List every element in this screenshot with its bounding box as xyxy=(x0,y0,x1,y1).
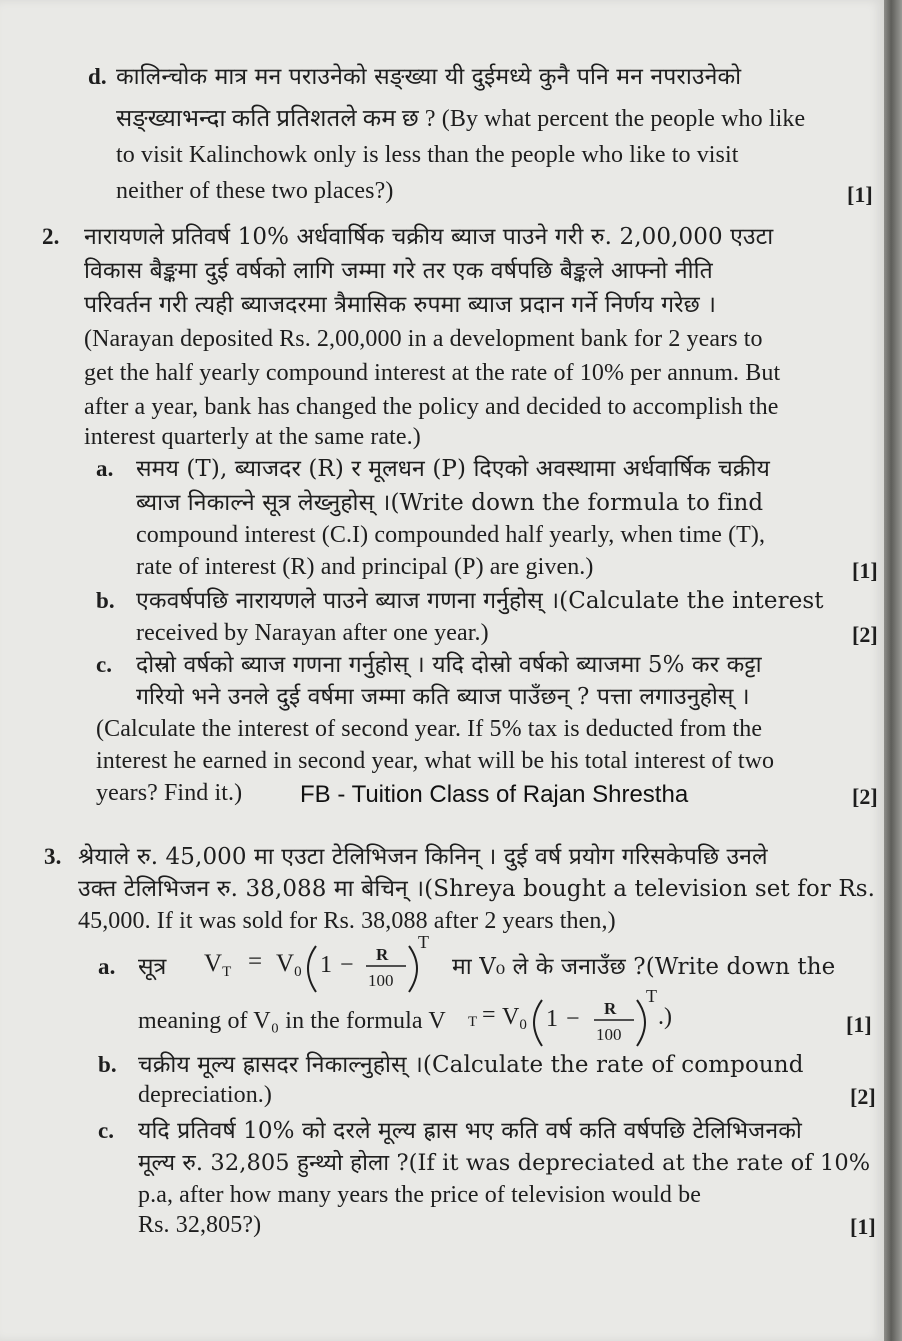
formula-exp: T xyxy=(418,932,429,952)
q3c-line-2: मूल्य रु. 32,805 हुन्थ्यो होला ?(If it was depreciated at the rate of 10% xyxy=(138,1150,871,1176)
q2-line-4: (Narayan deposited Rs. 2,00,000 in a development bank for 2 years to xyxy=(84,326,763,352)
q3a-line-1-rest: मा V₀ ले के जनाउँछ ?(Write down the xyxy=(452,954,836,980)
q2-line-6: after a year, bank has changed the policy and decided to accomplish the xyxy=(84,394,779,420)
q3-number: 3. xyxy=(44,844,62,869)
q3c-marks: [1] xyxy=(850,1214,876,1239)
q3a-line-2: meaning of V₀ in the formula V xyxy=(138,1008,446,1034)
formula2-minus: − xyxy=(566,1006,580,1032)
q2-number: 2. xyxy=(42,224,60,249)
q3a-marks: [1] xyxy=(846,1012,872,1037)
q3-line-1: श्रेयाले रु. 45,000 मा एउटा टेलिभिजन किनिन् । दुई वर्ष प्रयोग गरिसकेपछि उनले xyxy=(78,844,768,870)
q2b-label: b. xyxy=(96,588,115,613)
formula-v-0: $V_0$ xyxy=(276,950,302,980)
q2a-line-1: समय (T), ब्याजदर (R) र मूलधन (P) दिएको अवस्थामा अर्धवार्षिक चक्रीय xyxy=(136,456,770,482)
q3c-line-3: p.a, after how many years the price of television would be xyxy=(138,1182,701,1208)
formula2-left-paren xyxy=(534,1000,542,1046)
formula2-tail: .) xyxy=(658,1004,672,1030)
q2c-line-4: interest he earned in second year, what will be his total interest of two xyxy=(96,748,775,774)
q2-line-2: विकास बैङ्कमा दुई वर्षको लागि जम्मा गरे तर एक वर्षपछि बैङ्कले आफ्नो नीति xyxy=(84,258,713,284)
formula2-one: 1 xyxy=(546,1006,558,1032)
q2c-label: c. xyxy=(96,652,113,677)
q2b-line-1: एकवर्षपछि नारायणले पाउने ब्याज गणना गर्नुहोस् ।(Calculate the interest xyxy=(136,588,824,614)
q3b-label: b. xyxy=(98,1052,117,1077)
formula-frac-den: 100 xyxy=(368,971,394,990)
formula2-sub-t: T xyxy=(468,1014,478,1030)
q2c-line-2: गरियो भने उनले दुई वर्षमा जम्मा कति ब्याज पाउँछन् ? पत्ता लगाउनुहोस् । xyxy=(136,684,750,710)
q3c-line-1: यदि प्रतिवर्ष 10% को दरले मूल्य ह्रास भए कति वर्ष कति वर्षपछि टेलिभिजनको xyxy=(138,1118,802,1144)
book-spine-edge xyxy=(884,0,902,1341)
q2-line-3: परिवर्तन गरी त्यही ब्याजदरमा त्रैमासिक रुपमा ब्याज प्रदान गर्ने निर्णय गरेछ । xyxy=(84,292,717,318)
formula2-v-0: $V_0$ xyxy=(502,1004,527,1033)
q3a-formula-1 xyxy=(196,930,446,1000)
q2-line-1: नारायणले प्रतिवर्ष 10% अर्धवार्षिक चक्रीय ब्याज पाउने गरी रु. 2,00,000 एउटा xyxy=(84,224,774,250)
q2a-line-2: ब्याज निकाल्ने सूत्र लेख्नुहोस् ।(Write down the formula to find xyxy=(136,490,764,516)
q2c-line-3: (Calculate the interest of second year. If 5% tax is deducted from the xyxy=(96,716,763,742)
formula2-equals: = xyxy=(482,1002,496,1028)
q3a-formula-2 xyxy=(470,984,710,1054)
q2a-line-3: compound interest (C.I) compounded half yearly, when time (T), xyxy=(136,522,766,548)
q2-line-5: get the half yearly compound interest at the rate of 10% per annum. But xyxy=(84,360,781,386)
formula-frac-num: R xyxy=(376,945,389,964)
q2a-marks: [1] xyxy=(852,558,878,583)
formula-minus: − xyxy=(340,952,354,978)
formula-v-t: $V_T$ xyxy=(204,950,232,980)
formula2-right-paren xyxy=(637,1000,645,1046)
q3b-line-2: depreciation.) xyxy=(138,1082,272,1108)
q3c-line-4: Rs. 32,805?) xyxy=(138,1212,262,1238)
q2c-marks: [2] xyxy=(852,784,878,809)
formula-one: 1 xyxy=(320,952,332,978)
formula2-frac-den: 100 xyxy=(596,1025,622,1044)
q3-line-2: उक्त टेलिभिजन रु. 38,088 मा बेचिन् ।(Shreya bought a television set for Rs. xyxy=(78,876,876,902)
watermark-text: FB - Tuition Class of Rajan Shrestha xyxy=(300,781,689,808)
formula-right-paren xyxy=(409,946,417,992)
q1d-line-1: कालिन्चोक मात्र मन पराउनेको सङ्ख्या यी दुईमध्ये कुनै पनि मन नपराउनेको xyxy=(116,64,742,90)
q3c-label: c. xyxy=(98,1118,115,1143)
q2c-line-5: years? Find it.) xyxy=(96,780,243,806)
q3a-sutra: सूत्र xyxy=(138,954,167,980)
q1d-marks: [1] xyxy=(847,182,873,207)
q2c-line-1: दोस्रो वर्षको ब्याज गणना गर्नुहोस् । यदि दोस्रो वर्षको ब्याजमा 5% कर कट्टा xyxy=(136,652,762,678)
q2a-label: a. xyxy=(96,456,114,481)
q1d-line-2: सङ्ख्याभन्दा कति प्रतिशतले कम छ ? (By what percent the people who like xyxy=(116,106,806,132)
q2-line-7: interest quarterly at the same rate.) xyxy=(84,424,421,450)
q3-line-3: 45,000. If it was sold for Rs. 38,088 after 2 years then,) xyxy=(78,908,616,934)
formula-left-paren xyxy=(308,946,316,992)
q1d-line-3: to visit Kalinchowk only is less than the people who like to visit xyxy=(116,142,739,168)
q3b-marks: [2] xyxy=(850,1084,876,1109)
q1d-line-4: neither of these two places?) xyxy=(116,178,394,204)
q2a-line-4: rate of interest (R) and principal (P) are given.) xyxy=(136,554,594,580)
q2b-marks: [2] xyxy=(852,622,878,647)
q3b-line-1: चक्रीय मूल्य ह्रासदर निकाल्नुहोस् ।(Calculate the rate of compound xyxy=(138,1052,804,1078)
q2b-line-2: received by Narayan after one year.) xyxy=(136,620,489,646)
q1d-label: d. xyxy=(88,64,107,89)
formula2-exp: T xyxy=(646,986,657,1006)
q3a-label: a. xyxy=(98,954,116,979)
formula-equals: = xyxy=(248,948,263,975)
formula2-frac-num: R xyxy=(604,999,617,1018)
